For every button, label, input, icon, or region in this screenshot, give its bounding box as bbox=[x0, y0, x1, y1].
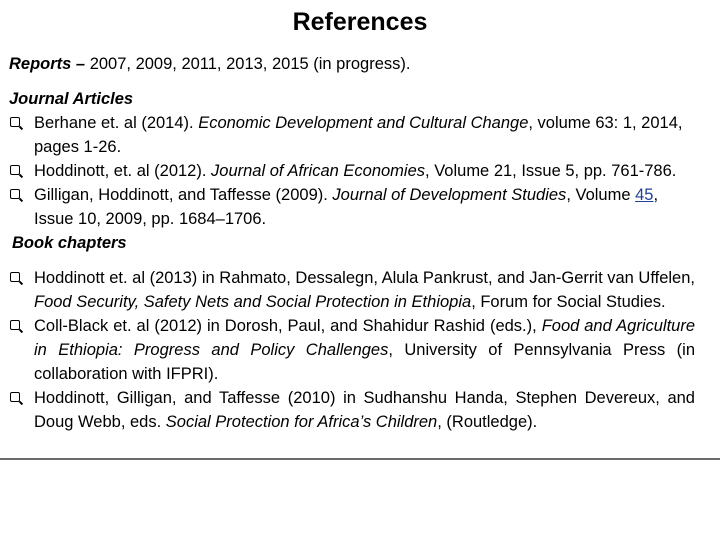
book-item bbox=[9, 386, 695, 434]
journal-item bbox=[9, 183, 695, 231]
reports-label: Reports – bbox=[9, 55, 86, 73]
book-item bbox=[9, 314, 695, 386]
book-item-title: Food and Agriculture in Ethiopia: Progress and Policy Challenges bbox=[34, 317, 696, 359]
journal-item-journal: Journal of Development Studies bbox=[332, 186, 567, 204]
decorative-footer-pattern bbox=[0, 460, 720, 540]
journal-item-details: , Issue 10, 2009, pp. 1684–1706. bbox=[34, 186, 659, 228]
journal-articles-heading: Journal Articles bbox=[9, 90, 134, 108]
journal-item bbox=[9, 111, 695, 159]
slide-title: References bbox=[292, 8, 428, 36]
references-content bbox=[9, 52, 695, 434]
reports-line bbox=[9, 52, 695, 76]
book-item-publisher: , (Routledge). bbox=[437, 413, 538, 431]
book-item-title: Social Protection for Africa’s Children bbox=[165, 413, 438, 431]
volume-link[interactable]: 45 bbox=[635, 186, 654, 204]
journal-item-journal: Economic Development and Cultural Change bbox=[198, 114, 529, 132]
journal-item-details: , Volume 21, Issue 5, pp. 761-786. bbox=[425, 162, 677, 180]
journal-item-volume-label: , Volume bbox=[566, 186, 636, 204]
checkbox-bullet-icon bbox=[10, 320, 20, 330]
journal-item-journal: Journal of African Economies bbox=[211, 162, 426, 180]
book-item-authors: Hoddinott, Gilligan, and Taffesse (2010) in Sudhanshu Handa, Stephen Devereux, and Doug Webb, eds. bbox=[34, 389, 695, 431]
checkbox-bullet-icon bbox=[10, 165, 20, 175]
book-item-authors: Hoddinott et. al (2013) in Rahmato, Dessalegn, Alula Pankrust, and Jan-Gerrit van Uffelen, bbox=[34, 269, 695, 287]
journal-item-details: , volume 63: 1, 2014, pages 1-26. bbox=[34, 114, 683, 156]
book-item bbox=[9, 266, 695, 314]
checkbox-bullet-icon bbox=[10, 272, 20, 282]
book-item-publisher: , Forum for Social Studies. bbox=[471, 293, 666, 311]
journal-item-authors: Gilligan, Hoddinott, and Taffesse (2009). bbox=[34, 186, 333, 204]
book-chapters-heading: Book chapters bbox=[12, 234, 127, 252]
reports-text: 2007, 2009, 2011, 2013, 2015 (in progress). bbox=[85, 55, 411, 73]
journal-item-authors: Hoddinott, et. al (2012). bbox=[34, 162, 212, 180]
book-item-authors: Coll-Black et. al (2012) in Dorosh, Paul, and Shahidur Rashid (eds.), bbox=[34, 317, 542, 335]
checkbox-bullet-icon bbox=[10, 392, 20, 402]
checkbox-bullet-icon bbox=[10, 117, 20, 127]
journal-item-authors: Berhane et. al (2014). bbox=[34, 114, 199, 132]
checkbox-bullet-icon bbox=[10, 189, 20, 199]
journal-item bbox=[9, 159, 695, 183]
book-item-publisher: , University of Pennsylvania Press (in collaboration with IFPRI). bbox=[34, 341, 695, 383]
book-item-title: Food Security, Safety Nets and Social Protection in Ethiopia bbox=[34, 293, 472, 311]
